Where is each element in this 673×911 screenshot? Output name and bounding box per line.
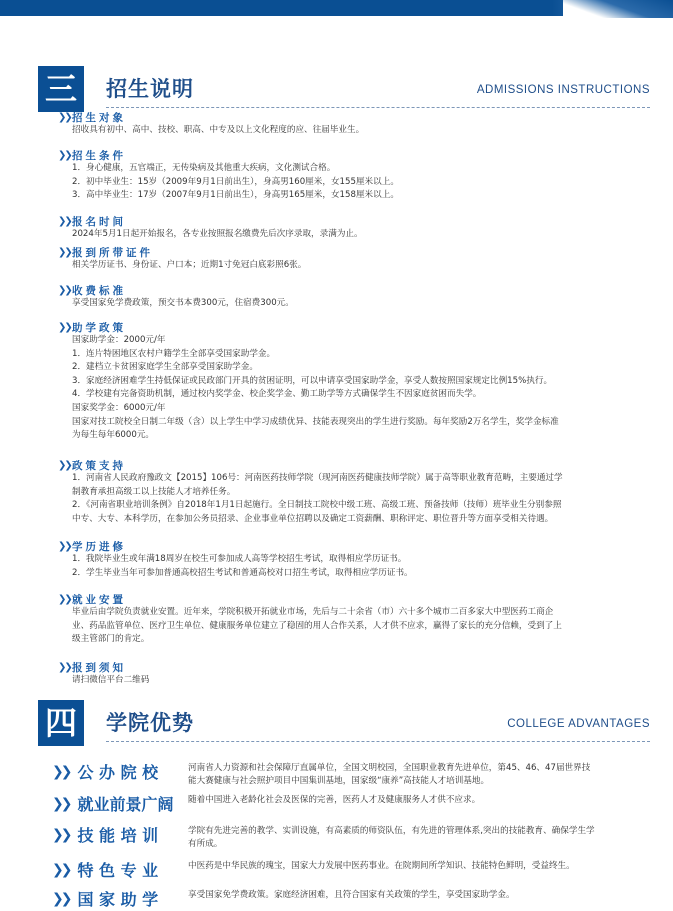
double-chevron-icon: ❯❯: [52, 763, 70, 780]
item-heading: [58, 110, 648, 124]
item-line: 级主管部门的肯定。: [72, 634, 150, 645]
item-line: 中专、大专、本科学历，在参加公务员招录、企业事业单位招聘以及确定工资薪酬、职称评定、职位晋升等方面享受相关待遇。: [72, 513, 554, 524]
item-heading: [58, 592, 648, 606]
advantage-line: 能大赛健康与社会照护项目中国集训基地，国家级“康养”高技能人才培训基地。: [188, 776, 490, 786]
advantage-line: 中医药是中华民族的瑰宝，国家大力发展中医药事业。在院期间所学知识、技能特色鲜明，受益终生。: [188, 861, 575, 871]
section-divider: [106, 741, 650, 742]
advantage-text: [184, 792, 652, 807]
item-body: [58, 297, 648, 311]
section-number: 三: [38, 66, 84, 112]
item-line: 4．学校建有完备资助机制，通过校内奖学金、校企奖学金、勤工助学等方式确保学生不因家庭贫困而失学。: [72, 389, 482, 400]
item-line: 享受国家免学费政策，预交书本费300元，住宿费300元。: [72, 298, 294, 308]
item-line: 3．高中毕业生：17岁（2007年9月1日前出生），身高男165厘米，女158厘米以上。: [72, 190, 399, 201]
item-line: 2．《河南省职业培训条例》自2018年1月1日起施行。全日制技工院校中级工班、高级工班、预备技师（技师）班毕业生分别参照: [72, 500, 562, 511]
admission-item: [58, 110, 648, 138]
advantage-line: 学院有先进完善的教学、实训设施，有高素质的师资队伍，有先进的管理体系,突出的技能教育、确保学生学: [188, 826, 595, 836]
admission-item: [58, 592, 648, 647]
advantage-row: [52, 858, 652, 881]
double-chevron-icon: ❯❯: [58, 246, 71, 258]
item-title: 学历进修: [72, 540, 126, 553]
advantage-row: [52, 760, 652, 788]
double-chevron-icon: ❯❯: [58, 593, 71, 605]
item-heading: [58, 283, 648, 297]
double-chevron-icon: ❯❯: [58, 459, 71, 471]
item-body: [58, 674, 648, 688]
item-title: 政策支持: [72, 459, 126, 472]
item-title: 报到须知: [72, 661, 126, 674]
item-line: 请扫微信平台二维码: [72, 675, 150, 685]
double-chevron-icon: ❯❯: [58, 149, 71, 161]
item-title: 招生对象: [72, 111, 126, 124]
item-line: 1．身心健康，五官端正，无传染病及其他重大疾病，文化测试合格。: [72, 163, 336, 173]
item-line: 2．初中毕业生：15岁（2009年9月1日前出生），身高男160厘米，女155厘米以上。: [72, 176, 399, 187]
advantage-label: 公 办 院 校: [77, 763, 159, 782]
double-chevron-icon: ❯❯: [58, 321, 71, 333]
section-number: 四: [38, 700, 84, 746]
item-line: 国家对技工院校全日制二年级（含）以上学生中学习成绩优异、技能表现突出的学生进行奖励。每年奖励2万名学生，奖学金标准: [72, 416, 559, 427]
double-chevron-icon: ❯❯: [58, 284, 71, 296]
section-title-en: COLLEGE ADVANTAGES: [507, 718, 650, 730]
advantage-label: 就业前景广阔: [77, 795, 174, 814]
item-line: 业、药品监管单位、医疗卫生单位、健康服务单位建立了稳固的用人合作关系，人才供不应求，赢得了家长的充分信赖，受到了上: [72, 620, 562, 631]
admission-item: [58, 214, 648, 242]
item-title: 就业安置: [72, 593, 126, 606]
advantage-text: [184, 760, 652, 788]
item-body: [58, 162, 648, 203]
advantage-line: 有所成。: [188, 839, 223, 849]
advantage-line: 享受国家免学费政策。家庭经济困难，且符合国家有关政策的学生，享受国家助学金。: [188, 890, 515, 900]
advantage-label-wrap: [52, 792, 184, 815]
advantage-label-wrap: [52, 887, 184, 910]
double-chevron-icon: ❯❯: [52, 826, 70, 843]
item-line: 2．建档立卡贫困家庭学生全部享受国家助学金。: [72, 362, 258, 373]
advantage-row: [52, 823, 652, 851]
double-chevron-icon: ❯❯: [52, 861, 70, 878]
advantage-label: 国 家 助 学: [77, 890, 159, 909]
admission-item: [58, 245, 648, 273]
double-chevron-icon: ❯❯: [58, 540, 71, 552]
advantage-label: 技 能 培 训: [77, 826, 159, 845]
top-banner: [0, 0, 673, 18]
item-heading: [58, 320, 648, 334]
item-body: [58, 228, 648, 242]
advantage-line: 河南省人力资源和社会保障厅直属单位，全国文明校园，全国职业教育先进单位，第45、46、47届世界技: [188, 763, 591, 773]
item-line: 2．学生毕业当年可参加普通高校招生考试和普通高校对口招生考试，取得相应学历证书。: [72, 567, 413, 578]
item-title: 招生条件: [72, 149, 126, 162]
item-body: [58, 124, 648, 138]
item-heading: [58, 245, 648, 259]
item-body: [58, 606, 648, 647]
admission-item: [58, 660, 648, 688]
advantage-text: [184, 858, 652, 873]
advantage-label-wrap: [52, 858, 184, 881]
item-line: 1．连片特困地区农村户籍学生全部享受国家助学金。: [72, 348, 276, 359]
item-heading: [58, 660, 648, 674]
advantage-label-wrap: [52, 760, 184, 783]
item-line: 招收具有初中、高中、技校、职高、中专及以上文化程度的应、往届毕业生。: [72, 125, 365, 135]
section-title-en: ADMISSIONS INSTRUCTIONS: [476, 84, 650, 96]
double-chevron-icon: ❯❯: [52, 890, 70, 907]
admission-item: [58, 539, 648, 580]
section-title: 招生说明: [106, 77, 194, 101]
advantage-label: 特 色 专 业: [77, 861, 159, 880]
item-heading: [58, 214, 648, 228]
item-line: 国家助学金：2000元/年: [72, 335, 166, 345]
item-heading: [58, 458, 648, 472]
item-title: 助学政策: [72, 321, 126, 334]
section-title: 学院优势: [106, 711, 194, 735]
item-body: [58, 259, 648, 273]
item-title: 收费标准: [72, 284, 126, 297]
item-line: 制教育承担高级工以上技能人才培养任务。: [72, 486, 236, 497]
item-body: [58, 334, 648, 443]
item-line: 国家奖学金：6000元/年: [72, 402, 166, 413]
admission-item: [58, 148, 648, 203]
admission-item: [58, 458, 648, 526]
item-title: 报到所带证件: [72, 246, 153, 259]
double-chevron-icon: ❯❯: [52, 795, 70, 812]
item-line: 2024年5月1日起开始报名，各专业按照报名缴费先后次序录取，录满为止。: [72, 229, 363, 239]
advantage-row: [52, 887, 652, 910]
item-line: 1．河南省人民政府豫政文【2015】106号：河南医药技师学院（现河南医药健康技师学院）属于高等职业教育范畴，主要通过学: [72, 473, 563, 483]
admission-item: [58, 283, 648, 311]
item-line: 为每生每年6000元。: [72, 430, 155, 441]
double-chevron-icon: ❯❯: [58, 661, 71, 673]
section-divider: [106, 107, 650, 108]
item-heading: [58, 148, 648, 162]
admission-item: [58, 320, 648, 443]
item-body: [58, 553, 648, 580]
section-header-admissions: [38, 66, 650, 112]
item-line: 3．家庭经济困难学生持低保证或民政部门开具的贫困证明，可以申请享受国家助学金，享受人数按照国家规定比例15%执行。: [72, 375, 553, 386]
item-line: 毕业后由学院负责就业安置。近年来，学院积极开拓就业市场，先后与二十余省（市）六十多个城市二百多家大中型医药工商企: [72, 607, 554, 617]
item-title: 报名时间: [72, 215, 126, 228]
advantage-text: [184, 823, 652, 851]
item-body: [58, 472, 648, 526]
advantage-label-wrap: [52, 823, 184, 846]
advantage-line: 随着中国进入老龄化社会及医保的完善，医药人才及健康服务人才供不应求。: [188, 795, 481, 805]
section-header-advantages: [38, 700, 650, 746]
double-chevron-icon: ❯❯: [58, 215, 71, 227]
item-line: 相关学历证书、身份证、户口本；近期1寸免冠白底彩照6张。: [72, 260, 307, 270]
advantage-row: [52, 792, 652, 815]
item-heading: [58, 539, 648, 553]
double-chevron-icon: ❯❯: [58, 111, 71, 123]
advantage-text: [184, 887, 652, 902]
item-line: 1．我院毕业生或年满18周岁在校生可参加成人高等学校招生考试，取得相应学历证书。: [72, 554, 407, 564]
